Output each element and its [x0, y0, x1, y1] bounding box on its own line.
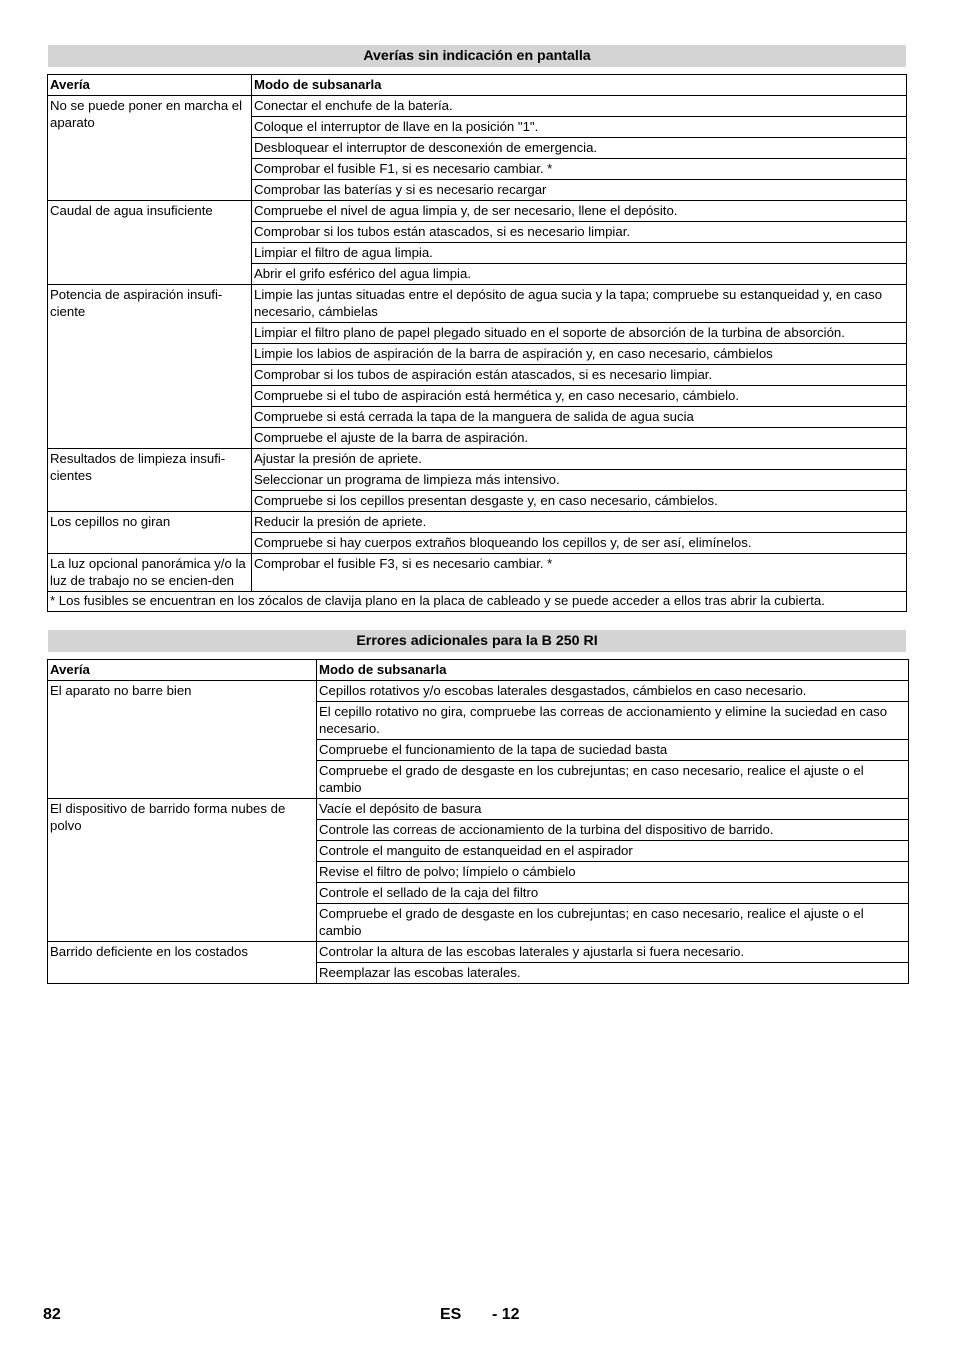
- faults-table: [47, 74, 907, 612]
- table-row: [48, 449, 907, 470]
- remedy-cell: Controle las correas de accionamiento de la turbina del dispositivo de barrido.: [317, 820, 909, 841]
- remedy-cell: Compruebe el grado de desgaste en los cubrejuntas; en caso necesario, realice el ajuste o el cambio: [317, 761, 909, 799]
- remedy-cell: Coloque el interruptor de llave en la posición "1".: [252, 117, 907, 138]
- footnote: * Los fusibles se encuentran en los zócalos de clavija plano en la placa de cableado y se puede acceder a ellos tras abrir la cubierta.: [48, 592, 907, 612]
- section-page-number: - 12: [492, 1306, 520, 1323]
- remedy-cell: Controle el manguito de estanqueidad en el aspirador: [317, 841, 909, 862]
- column-header-remedy: Modo de subsanarla: [317, 660, 909, 681]
- remedy-cell: Abrir el grifo esférico del agua limpia.: [252, 264, 907, 285]
- fault-cell: Los cepillos no giran: [48, 512, 252, 554]
- table-header-row: [48, 660, 909, 681]
- remedy-cell: Cepillos rotativos y/o escobas laterales desgastados, cámbielos en caso necesario.: [317, 681, 909, 702]
- fault-cell: Barrido deficiente en los costados: [48, 942, 317, 984]
- table-row: [48, 799, 909, 820]
- fault-cell: Caudal de agua insuficiente: [48, 201, 252, 285]
- column-header-fault: Avería: [48, 660, 317, 681]
- remedy-cell: Conectar el enchufe de la batería.: [252, 96, 907, 117]
- remedy-cell: Reemplazar las escobas laterales.: [317, 963, 909, 984]
- language-code: ES: [440, 1306, 462, 1323]
- remedy-cell: Comprobar las baterías y si es necesario recargar: [252, 180, 907, 201]
- remedy-cell: Controle el sellado de la caja del filtro: [317, 883, 909, 904]
- remedy-cell: Ajustar la presión de apriete.: [252, 449, 907, 470]
- table-row: [48, 96, 907, 117]
- remedy-cell: Comprobar si los tubos de aspiración están atascados, si es necesario limpiar.: [252, 365, 907, 386]
- fault-cell: Resultados de limpieza insufi-cientes: [48, 449, 252, 512]
- page-number: 82: [43, 1306, 61, 1323]
- column-header-fault: Avería: [48, 75, 252, 96]
- additional-errors-table: [47, 659, 909, 984]
- remedy-cell: Limpiar el filtro de agua limpia.: [252, 243, 907, 264]
- remedy-cell: Compruebe el nivel de agua limpia y, de ser necesario, llene el depósito.: [252, 201, 907, 222]
- remedy-cell: Compruebe el ajuste de la barra de aspiración.: [252, 428, 907, 449]
- remedy-cell: Vacíe el depósito de basura: [317, 799, 909, 820]
- section-title-faults-no-display: Averías sin indicación en pantalla: [48, 45, 906, 67]
- remedy-cell: Compruebe si el tubo de aspiración está hermética y, en caso necesario, cámbielo.: [252, 386, 907, 407]
- fault-cell: Potencia de aspiración insufi-ciente: [48, 285, 252, 449]
- table-row: [48, 512, 907, 533]
- table-row: [48, 201, 907, 222]
- remedy-cell: Compruebe el grado de desgaste en los cubrejuntas; en caso necesario, realice el ajuste o el cambio: [317, 904, 909, 942]
- remedy-cell: Compruebe si hay cuerpos extraños bloqueando los cepillos y, de ser así, elimínelos.: [252, 533, 907, 554]
- remedy-cell: Seleccionar un programa de limpieza más intensivo.: [252, 470, 907, 491]
- remedy-cell: Comprobar si los tubos están atascados, si es necesario limpiar.: [252, 222, 907, 243]
- fault-cell: La luz opcional panorámica y/o la luz de trabajo no se encien-den: [48, 554, 252, 592]
- remedy-cell: Revise el filtro de polvo; límpielo o cámbielo: [317, 862, 909, 883]
- remedy-cell: Limpie los labios de aspiración de la barra de aspiración y, en caso necesario, cámbielos: [252, 344, 907, 365]
- fault-cell: El aparato no barre bien: [48, 681, 317, 799]
- fault-cell: El dispositivo de barrido forma nubes de polvo: [48, 799, 317, 942]
- remedy-cell: Limpie las juntas situadas entre el depósito de agua sucia y la tapa; compruebe su estanqueidad y, en caso necesario, cámbielas: [252, 285, 907, 323]
- footnote-row: [48, 592, 907, 612]
- remedy-cell: Reducir la presión de apriete.: [252, 512, 907, 533]
- table-header-row: [48, 75, 907, 96]
- table-row: [48, 942, 909, 963]
- fault-cell: No se puede poner en marcha el aparato: [48, 96, 252, 201]
- remedy-cell: Comprobar el fusible F3, si es necesario cambiar. *: [252, 554, 907, 592]
- remedy-cell: Desbloquear el interruptor de desconexión de emergencia.: [252, 138, 907, 159]
- remedy-cell: Comprobar el fusible F1, si es necesario cambiar. *: [252, 159, 907, 180]
- remedy-cell: Compruebe si los cepillos presentan desgaste y, en caso necesario, cámbielos.: [252, 491, 907, 512]
- table-row: [48, 285, 907, 323]
- remedy-cell: Compruebe si está cerrada la tapa de la manguera de salida de agua sucia: [252, 407, 907, 428]
- column-header-remedy: Modo de subsanarla: [252, 75, 907, 96]
- table-row: [48, 681, 909, 702]
- remedy-cell: Controlar la altura de las escobas laterales y ajustarla si fuera necesario.: [317, 942, 909, 963]
- remedy-cell: El cepillo rotativo no gira, compruebe las correas de accionamiento y elimine la suciedad en caso necesario.: [317, 702, 909, 740]
- remedy-cell: Compruebe el funcionamiento de la tapa de suciedad basta: [317, 740, 909, 761]
- section-title-additional-errors: Errores adicionales para la B 250 RI: [48, 630, 906, 652]
- remedy-cell: Limpiar el filtro plano de papel plegado situado en el soporte de absorción de la turbina de absorción.: [252, 323, 907, 344]
- table-row: [48, 554, 907, 592]
